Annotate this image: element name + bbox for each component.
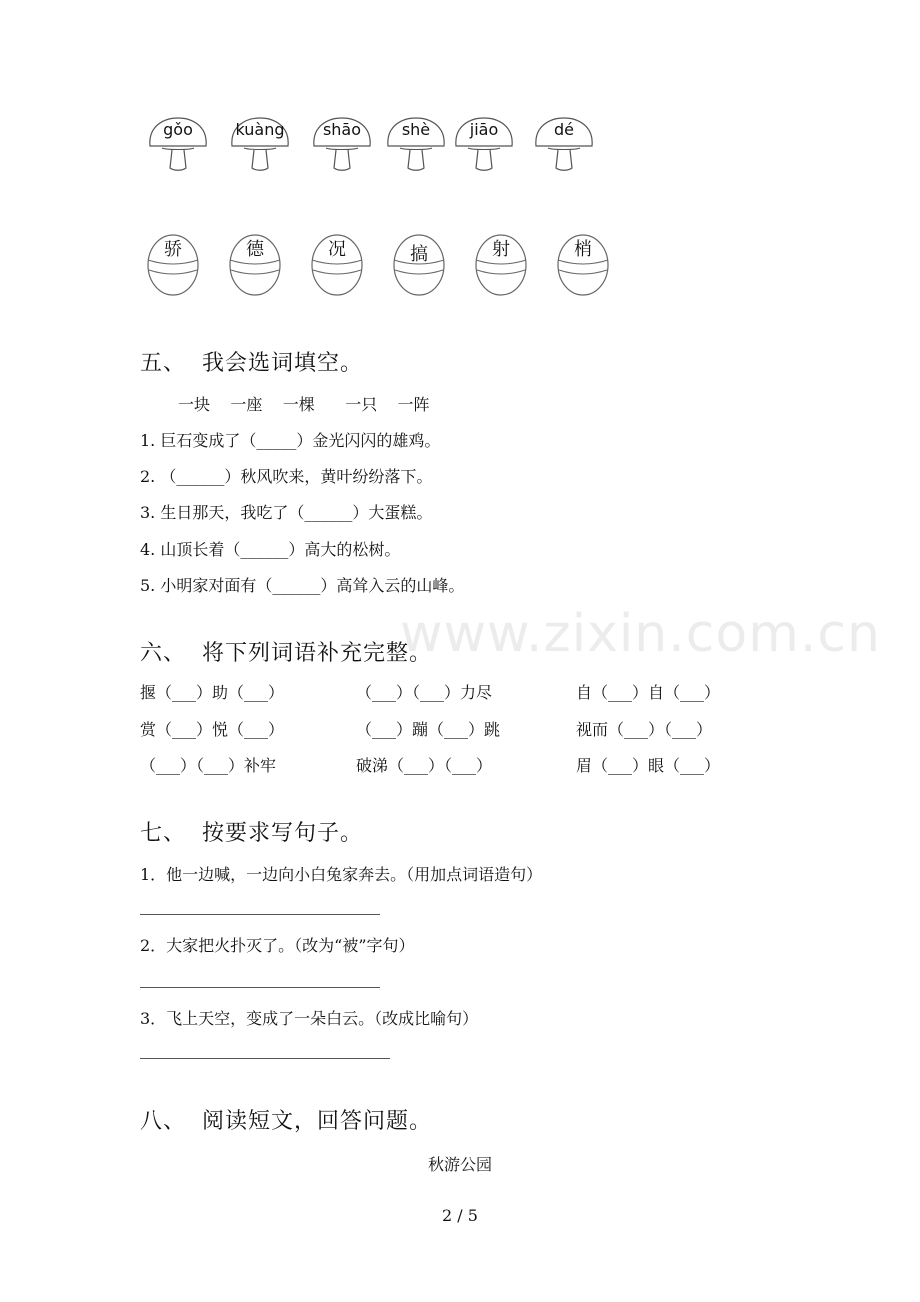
character-basket (228, 232, 282, 298)
answer-line (140, 987, 380, 988)
character-basket (474, 232, 528, 298)
character-label: 德 (246, 239, 264, 260)
pinyin-mushroom (228, 114, 292, 174)
pinyin-label: jiāo (469, 120, 499, 139)
question-item: 5. 小明家对面有（______）高耸入云的山峰。 (140, 576, 465, 595)
section-title: 阅读短文，回答问题。 (202, 1109, 433, 1134)
pinyin-label: dé (554, 120, 574, 139)
idiom-blank: （___）（___）力尽 (356, 683, 493, 702)
character-basket (392, 232, 446, 298)
section-heading-7 (140, 816, 363, 847)
section-number: 七、 (140, 821, 187, 846)
idiom-blank: 自（___）自（___） (576, 683, 721, 702)
answer-line (140, 1058, 390, 1059)
page-number: 2 / 5 (442, 1206, 478, 1225)
pinyin-mushroom (452, 114, 516, 174)
section-title: 将下列词语补充完整。 (202, 641, 433, 666)
section-heading-8 (140, 1104, 432, 1135)
answer-line (140, 914, 380, 915)
idiom-blank: 揠（___）助（___） (140, 683, 285, 702)
character-label: 搞 (410, 244, 428, 265)
pinyin-label: kuàng (235, 120, 285, 139)
idiom-blank: 眉（___）眼（___） (576, 756, 721, 775)
pinyin-mushroom (310, 114, 374, 174)
question-item: 1．他一边喊，一边向小白兔家奔去。（用加点词语造句） (140, 865, 543, 884)
pinyin-mushroom (384, 114, 448, 174)
question-item: 4. 山顶长着（______）高大的松树。 (140, 540, 401, 559)
pinyin-label: gǒo (163, 120, 193, 139)
pinyin-label: shāo (322, 120, 362, 139)
character-basket (146, 232, 200, 298)
idiom-blank: 破涕（___）（___） (356, 756, 493, 775)
character-basket (556, 232, 610, 298)
section-number: 六、 (140, 641, 187, 666)
idiom-blank: （___）蹦（___）跳 (356, 720, 501, 739)
question-item: 2．大家把火扑灭了。（改为“被”字句） (140, 936, 415, 955)
section-heading-5 (140, 346, 363, 377)
character-label: 梢 (574, 239, 592, 260)
pinyin-label: shè (401, 120, 431, 139)
word-bank: 一块 一座 一棵 一只 一阵 (178, 395, 430, 414)
section-number: 八、 (140, 1109, 187, 1134)
character-basket (310, 232, 364, 298)
idiom-blank: 视而（___）（___） (576, 720, 713, 739)
idiom-blank: 赏（___）悦（___） (140, 720, 285, 739)
section-heading-6 (140, 636, 432, 667)
passage-title: 秋游公园 (427, 1155, 492, 1174)
question-item: 3. 生日那天，我吃了（______）大蛋糕。 (140, 503, 433, 522)
character-label: 骄 (164, 239, 182, 260)
pinyin-mushroom (532, 114, 596, 174)
question-item: 3．飞上天空，变成了一朵白云。（改成比喻句） (140, 1009, 479, 1028)
idiom-blank: （___）（___）补牢 (140, 756, 277, 775)
pinyin-mushroom (146, 114, 210, 174)
section-title: 按要求写句子。 (202, 821, 364, 846)
watermark: www.zixin.com.cn (400, 604, 881, 664)
character-label: 况 (328, 239, 346, 260)
section-number: 五、 (140, 351, 187, 376)
character-label: 射 (492, 239, 510, 260)
question-item: 1. 巨石变成了（_____）金光闪闪的雄鸡。 (140, 431, 441, 450)
section-title: 我会选词填空。 (202, 351, 364, 376)
question-item: 2. （______）秋风吹来，黄叶纷纷落下。 (140, 467, 433, 486)
